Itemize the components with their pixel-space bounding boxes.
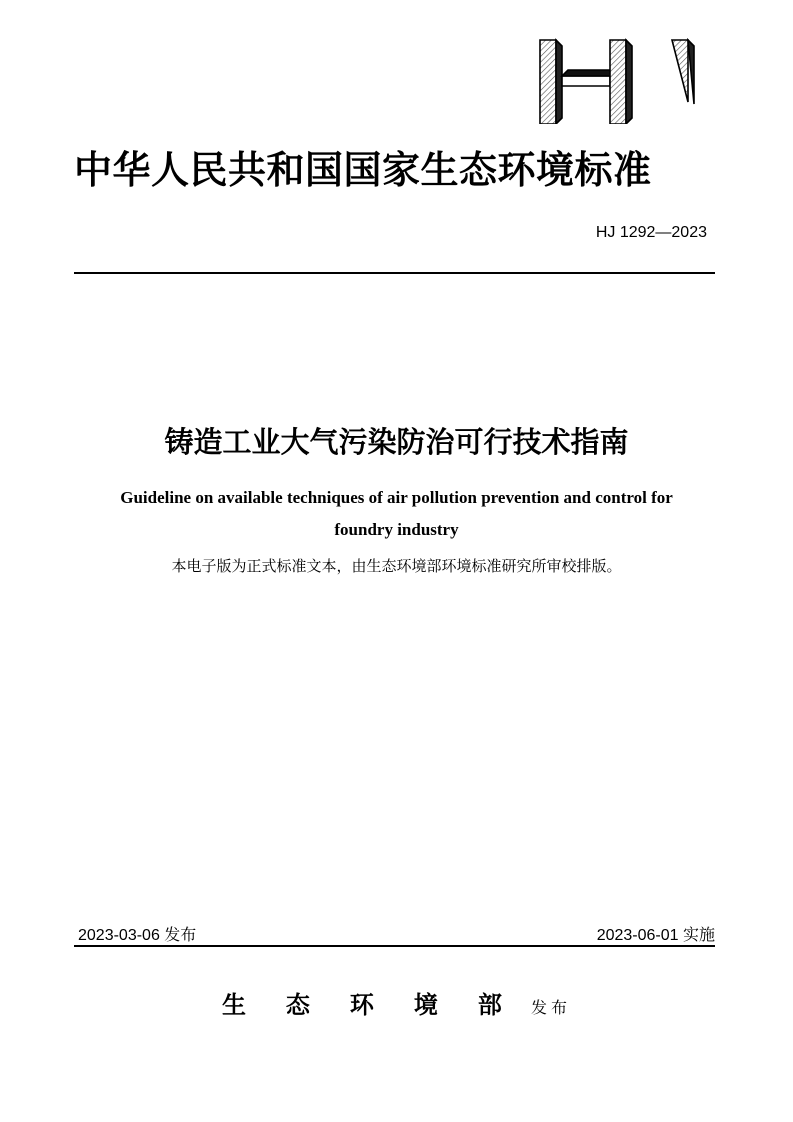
issuer-line [0,985,793,1020]
hj-logo-graphic [536,38,696,124]
footer-divider [74,945,715,947]
document-title-english-line1: Guideline on available techniques of air pollution prevention and control for [120,488,673,507]
standard-series-title: 中华人民共和国国家生态环境标准 [74,147,652,192]
document-title-chinese: 铸造工业大气污染防治可行技术指南 [164,425,629,459]
standard-number: HJ 1292—2023 [595,224,707,241]
edition-note: 本电子版为正式标准文本，由生态环境部环境标准研究所审校排版。 [171,557,622,575]
issuer-action: 发布 [531,998,572,1017]
hj-logo [536,38,696,124]
implementation-date: 2023-06-01 实施 [596,927,715,944]
issuer-name: 生态环境部 [221,990,542,1019]
header-divider [74,272,715,274]
issue-date: 2023-03-06 发布 [78,927,197,944]
document-title-english-line2: foundry industry [334,520,459,539]
